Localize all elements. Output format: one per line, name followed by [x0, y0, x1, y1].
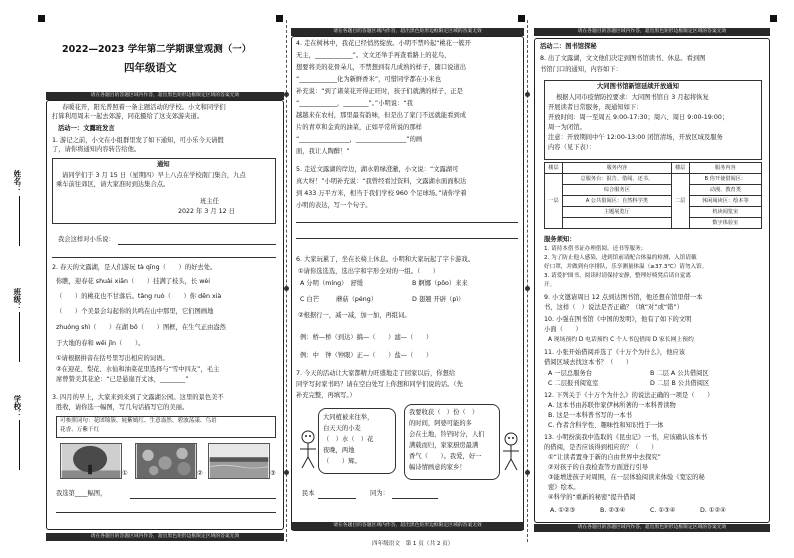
option-d[interactable]: D. ①②④	[700, 507, 726, 514]
question-text: ①请你选选选，选出字和字形全对的一组。（ ）	[298, 268, 440, 275]
activity-heading: 活动一：文露班发言	[58, 125, 115, 132]
question-sub: ②对孩子的自我检查等方面进行引导	[548, 464, 649, 471]
picture-number: ②	[197, 470, 203, 477]
bubble-text: 我要收获（ ）份（ ）	[409, 409, 479, 416]
question-text: “________________，________________”的画	[296, 136, 423, 143]
name-line[interactable]	[19, 196, 20, 246]
option-a[interactable]: A 一层总服务台	[548, 370, 593, 377]
question-text: “____________化为新鲜香米”，可惜同学都在小米也	[296, 76, 442, 83]
table-cell: 二层	[671, 174, 689, 229]
table-cell: 总服务台：报告、借阅、还书、	[563, 174, 672, 185]
question-sub: ②根据行一，减一减，加一加，再组词。	[298, 312, 411, 319]
question-text: 到 433 万平方米，相当于我们学校 960 个足球场。”请你学着	[296, 190, 467, 197]
option-c[interactable]: C 二层报刊阅览室	[548, 380, 599, 387]
question-text: 12. 下列关于《十万个为什么》的说法正确的一项是（ ）	[544, 392, 714, 399]
bubble-text: 满载而归，家家厨房最满	[409, 442, 479, 449]
table-header: 楼层	[671, 163, 689, 174]
option-d[interactable]: D 翅翘 开辟（pì）	[412, 296, 465, 303]
tree-photo[interactable]	[60, 443, 122, 479]
question-text: 8. 出了文露湖，文文他们决定到图书馆读书、休息。看到图	[540, 55, 706, 62]
child-figure-icon	[297, 430, 319, 470]
library-notice-text: 注意：开放期间中午 12:00-13:00 闭馆清场，开放区域及服务	[548, 134, 723, 141]
answer-line[interactable]	[118, 244, 276, 245]
question-text: 补充完整，再填写。）	[296, 392, 356, 399]
bubble-text: 大同植被来往举，	[323, 414, 374, 421]
option-c-word[interactable]: 蘑菇（péng）	[336, 296, 378, 303]
question-text: 10. 小强在图书馆《中国的发明》，他有了如下的文明	[544, 316, 692, 323]
table-header: 楼层	[545, 163, 563, 174]
question-text: 越越来在农村，那里最有韵味，但是出了家门不远就能看到成	[296, 112, 467, 119]
option-a[interactable]: A. ①②③	[550, 507, 576, 514]
column-divider	[286, 20, 287, 542]
question-sub: ④科学的“重新的秘密”提升借阅	[548, 494, 636, 501]
page-subtitle: 四年级语文	[124, 62, 177, 74]
table-cell: 动漫、教育类	[689, 185, 761, 196]
answer-line[interactable]	[130, 498, 276, 499]
question-text: （ ）个美景会勾起你的共鸣在山中那里，它们图画地	[56, 308, 214, 315]
school-line[interactable]	[19, 420, 20, 470]
answer-area-banner: 请在各题目的答题区域内作答，超出黑色矩形边框限定区域的答案无效	[46, 92, 284, 100]
word-row[interactable]: 例：中 钟（钟眼）正—（ ）盐—（ ）	[300, 352, 433, 359]
question-text: 胜收，请你选一幅图，写几句话描写它的美丽。	[56, 404, 189, 411]
option-c[interactable]: C. ①③④	[650, 507, 676, 514]
option-a[interactable]: A. 这本书由苏联作家伊林所著的一本科普读物	[548, 402, 676, 409]
question-text: 11. 小张开始借阅并选了《十万个为什么》，他应该	[544, 349, 686, 356]
class-label: 班级：	[12, 288, 22, 311]
library-notice-text: 周一为闭馆。	[548, 124, 586, 131]
question-sub: ③能增进孩子对周围，在一层体验阅读来体验《宽宏的秘	[548, 474, 705, 481]
signature-line[interactable]	[392, 498, 438, 499]
intro-line: 春暖花开，阳光普照着一条主题活动的学校。小文和同学们	[62, 104, 226, 111]
notice-title: 通知	[157, 161, 170, 168]
option-c[interactable]: C. 作者含科学性、趣味性和知识性于一体	[548, 422, 664, 429]
note-text: 2. 为了防止他人感染，进到馆前请配合体温的检测，入馆请戴	[544, 255, 697, 261]
answer-area-banner: 请在各题目的答题区域内作答，超出黑色矩形边框限定区域的答案无效	[534, 28, 770, 36]
picture-number: ③	[270, 470, 276, 477]
bubble-text: 的时间，阿婆可能的多	[409, 420, 472, 427]
table-cell: 数字体验室	[689, 218, 761, 229]
question-text: 7. 今天的活动让大家都精力旺盛地走了回家以后，你想给	[296, 370, 456, 377]
picture-choice-label: 我选第____幅图，	[56, 490, 107, 497]
library-notice-title: 大同图书馆新馆延续开放通知	[597, 83, 679, 90]
question-text: 于大地的春和 wēi jǐn（ ）。	[56, 340, 145, 347]
say-label: 我会这样对小乐说：	[58, 236, 115, 243]
library-service-table	[544, 162, 762, 229]
table-row	[545, 196, 762, 207]
bubble-text: 白天天的小麦	[323, 425, 361, 432]
school-label: 学校：	[12, 395, 22, 418]
table-row	[545, 185, 762, 196]
page-title: 2022—2023 学年第二学期课堂观测（一）	[62, 44, 252, 55]
table-cell: A 公共借阅区：自然科学类	[563, 196, 672, 207]
notice-text: 乘车前往郊区，请大家准时到达集合点。	[56, 181, 170, 188]
table-cell: 机读阅览室	[689, 207, 761, 218]
note-text: 1. 请持本借书证办理借阅、还书等服务；	[544, 246, 647, 252]
question-text: 面，我让人陶醉！”	[296, 148, 350, 155]
bubble-text: 夜晚，两地	[323, 447, 355, 454]
table-cell: 一层	[545, 174, 563, 229]
notice-signature: 班主任	[200, 198, 219, 205]
question-text: 6. 大家玩累了，坐在长椅上休息。小明和大家玩起了字卡游戏。	[296, 256, 475, 263]
question-text: 同学写封家书吗？请在空白处写上你想和同学们说的话。（先	[296, 381, 463, 388]
lake-photo[interactable]	[208, 443, 270, 479]
note-text: 好口罩，并做到有序排队，乐享测量体温（≥37.3℃）请勿入馆。	[544, 264, 708, 270]
note-text: 开。	[544, 282, 556, 288]
option-a[interactable]: A 分明（míng） 舒缓	[300, 280, 364, 287]
question-text: 3. 四月的早上，大家来到来到了文露湖公园。这里的景色美不	[52, 394, 224, 401]
table-cell: 休闲阅读区：绘本等	[689, 196, 761, 207]
bubble-text: （ ）水（ ）花	[323, 436, 374, 443]
question-text: 真大呀！”小明补充说：“我曾经看过资料，文露湖水面面积达	[296, 178, 467, 185]
answer-area-banner: 请在各题目的答题区域内作答，超出黑色矩形边框限定区域的答案无效	[534, 524, 770, 532]
signature-label: 同为：	[370, 490, 389, 497]
question-text: 2. 春天的文露湖，是人们游玩 tà qīng（ ）的好去处。	[52, 264, 217, 271]
option-b[interactable]: B. ②③④	[600, 507, 626, 514]
library-notice-text: 开展读者日常服务，现通知如下：	[548, 104, 643, 111]
question-sub: 席曾赞美其花论：“已是悬崖百丈冰，________”	[56, 376, 189, 383]
hint-text: 花香、万紫千红	[60, 427, 100, 433]
option-c[interactable]: C 白芒	[300, 296, 319, 303]
table-header: 服务内容	[689, 163, 761, 174]
registration-mark	[276, 15, 283, 22]
child-figure-icon	[500, 432, 522, 472]
question-text: 你瞧，迎春花 shuài xiān（ ）挂满了枝头，长 wèi	[56, 278, 211, 285]
registration-mark	[38, 15, 45, 22]
question-text: 1. 游记之前，小文在小组群里发了如下通知，可小乐今天请假	[52, 137, 224, 144]
question-text: 书，这样（ ）说法是否正确？（填“对”或“错”）	[544, 304, 683, 311]
word-row[interactable]: 例：桥—桥（到达）搞—（ ）滤—（ ）	[300, 334, 433, 341]
note-text: 3. 请爱护图书，阅读时请保持安静，整理好椅凳后请自觉离	[544, 273, 691, 279]
library-notice-text: 内容（见下表）：	[548, 144, 596, 151]
name-label: 姓名：	[12, 170, 22, 193]
question-sub: ①“让读者置身于新的自由世界中去探究”	[548, 454, 661, 461]
hint-text: 可参照词句：花团锦簇、姹紫嫣红、生意盎然、碧波荡漾、鸟语	[60, 418, 217, 424]
question-text: 的借阅，是否应该得到相应的？（ ）	[544, 444, 658, 451]
intro-line: 打算利用周末一起去郊游，同花摄给了这支郊游夹道。	[52, 113, 204, 120]
table-header-row	[545, 163, 762, 174]
column-divider	[527, 20, 528, 542]
option-b[interactable]: B 二层 A 公共借阅区	[650, 370, 709, 377]
table-header: 服务内容	[563, 163, 672, 174]
question-text: 补充说：“到了诸菜花开得正旺时，孩子们就满的样子，正是	[296, 88, 463, 95]
table-cell	[563, 218, 672, 229]
option-b[interactable]: B 婀娜（pōo）来来	[412, 280, 468, 287]
answer-line[interactable]	[52, 257, 276, 258]
table-row	[545, 207, 762, 218]
answer-area-banner: 请在各题目的答题区域内作答，超出黑色矩形边框限定区域的答案无效	[291, 28, 524, 36]
table-row	[545, 218, 762, 229]
notice-text: 请同学们于 3 月 15 日（星期四）早上八点在学校南门集合，九点	[62, 172, 246, 179]
signature-label: 民本	[302, 490, 315, 497]
question-text: “____________，________”。”小明说：“我	[296, 100, 413, 107]
option-d[interactable]: D 二层 B 公共借阅区	[650, 380, 710, 387]
question-text: 无主，____________”。文文还举手再查看路上的花鸟，	[296, 52, 451, 59]
picture-number: ①	[122, 470, 128, 477]
question-sub: 密》绘本。	[548, 484, 580, 491]
answer-area-banner: 请在各题目的答题区域内作答，超出黑色矩形边框限定区域的答案无效	[291, 522, 524, 530]
question-text: 小面（ ）	[544, 326, 582, 333]
question-text: 借阅区域去找这本书？（ ）	[544, 359, 633, 366]
question-text: 小明的表达，写一个句子。	[296, 202, 372, 209]
answer-area-banner: 请在各题目的答题区域内作答，超出黑色矩形边框限定区域的答案无效	[46, 533, 284, 541]
library-notice-text: 根据人同市疫情防控要求：大同图书馆自 3 月起将恢复	[556, 94, 709, 101]
question-text: 想要将美的花骨朵儿，不禁想到有几成熟的样子，随口说道出	[296, 64, 467, 71]
answer-line[interactable]	[296, 238, 518, 239]
question-text: 9. 小文邀请周日 12 点到达图书馆，他还想在馆里借一本	[544, 294, 703, 301]
registration-mark	[518, 15, 525, 22]
question-text: 片的青草和金黄的油菜，正如平常所说的那样	[296, 124, 422, 131]
registration-mark	[770, 15, 777, 22]
answer-options[interactable]: A 现场预约 D 电话预约 C 个人书包借阅 D 家长网上预约	[548, 337, 694, 343]
table-cell: 综合服务区	[563, 185, 672, 196]
option-b[interactable]: B. 这是一本科普书写的一本书	[548, 412, 632, 419]
activity-heading: 活动二：图书馆探秘	[540, 43, 597, 50]
bubble-text: 会在土地，铃铛时分，人们	[409, 431, 485, 438]
flower-field-photo[interactable]	[135, 443, 197, 479]
question-text: 书馆门口的通知，内容如下：	[540, 66, 622, 73]
page-footer: 四年级语文 第 1 页（共 2 页）	[372, 541, 454, 547]
notes-title: 服务须知：	[544, 236, 576, 243]
class-line[interactable]	[19, 312, 20, 362]
question-text: 13. 小明扮演我中选取的《昆虫记》一书，应该确认该本书	[544, 434, 708, 441]
table-cell: 主题展览厅	[563, 207, 672, 218]
question-text: 5. 走近文露湖的岸边，湖水碧绿澄澈，小文说：“文露湖可	[296, 166, 459, 173]
notice-date: 2022 年 3 月 12 日	[178, 208, 235, 215]
answer-line[interactable]	[296, 222, 518, 223]
answer-line[interactable]	[56, 512, 276, 513]
bubble-text: 幅诗情画意的家乡！	[409, 464, 466, 471]
signature-line[interactable]	[318, 498, 356, 499]
table-cell: B 你开使借阅区：	[689, 174, 761, 185]
question-text: zhuóng shì（ ）在湖 bō（ ）图框，在生气正由盎然	[56, 324, 226, 331]
bubble-text: 香气（ ）。我爱，好一	[409, 453, 482, 460]
question-text: 4. 走在树林中，我花已经悄然绽放。小明不禁吟起“桃花一簇开	[296, 40, 471, 47]
question-sub: ①请根据拼音在括号里写出相应的词语。	[56, 355, 169, 362]
question-text: 了，请你将通知内容转告给他。	[52, 146, 141, 153]
question-text: （ ）的桃花也不甘落后。tǎng ruò（ ）你 dēn xià	[56, 293, 222, 300]
library-notice-text: 开放时间：周一至周五 9:00-17:30；周六、周日 9:00-19:00；	[548, 114, 729, 121]
question-sub: ②在迎花、梨花、水仙和油菜花里选择与“雪中四友”，毛主	[56, 366, 220, 373]
table-row	[545, 174, 762, 185]
bubble-text: （ ）辉。	[323, 458, 361, 465]
